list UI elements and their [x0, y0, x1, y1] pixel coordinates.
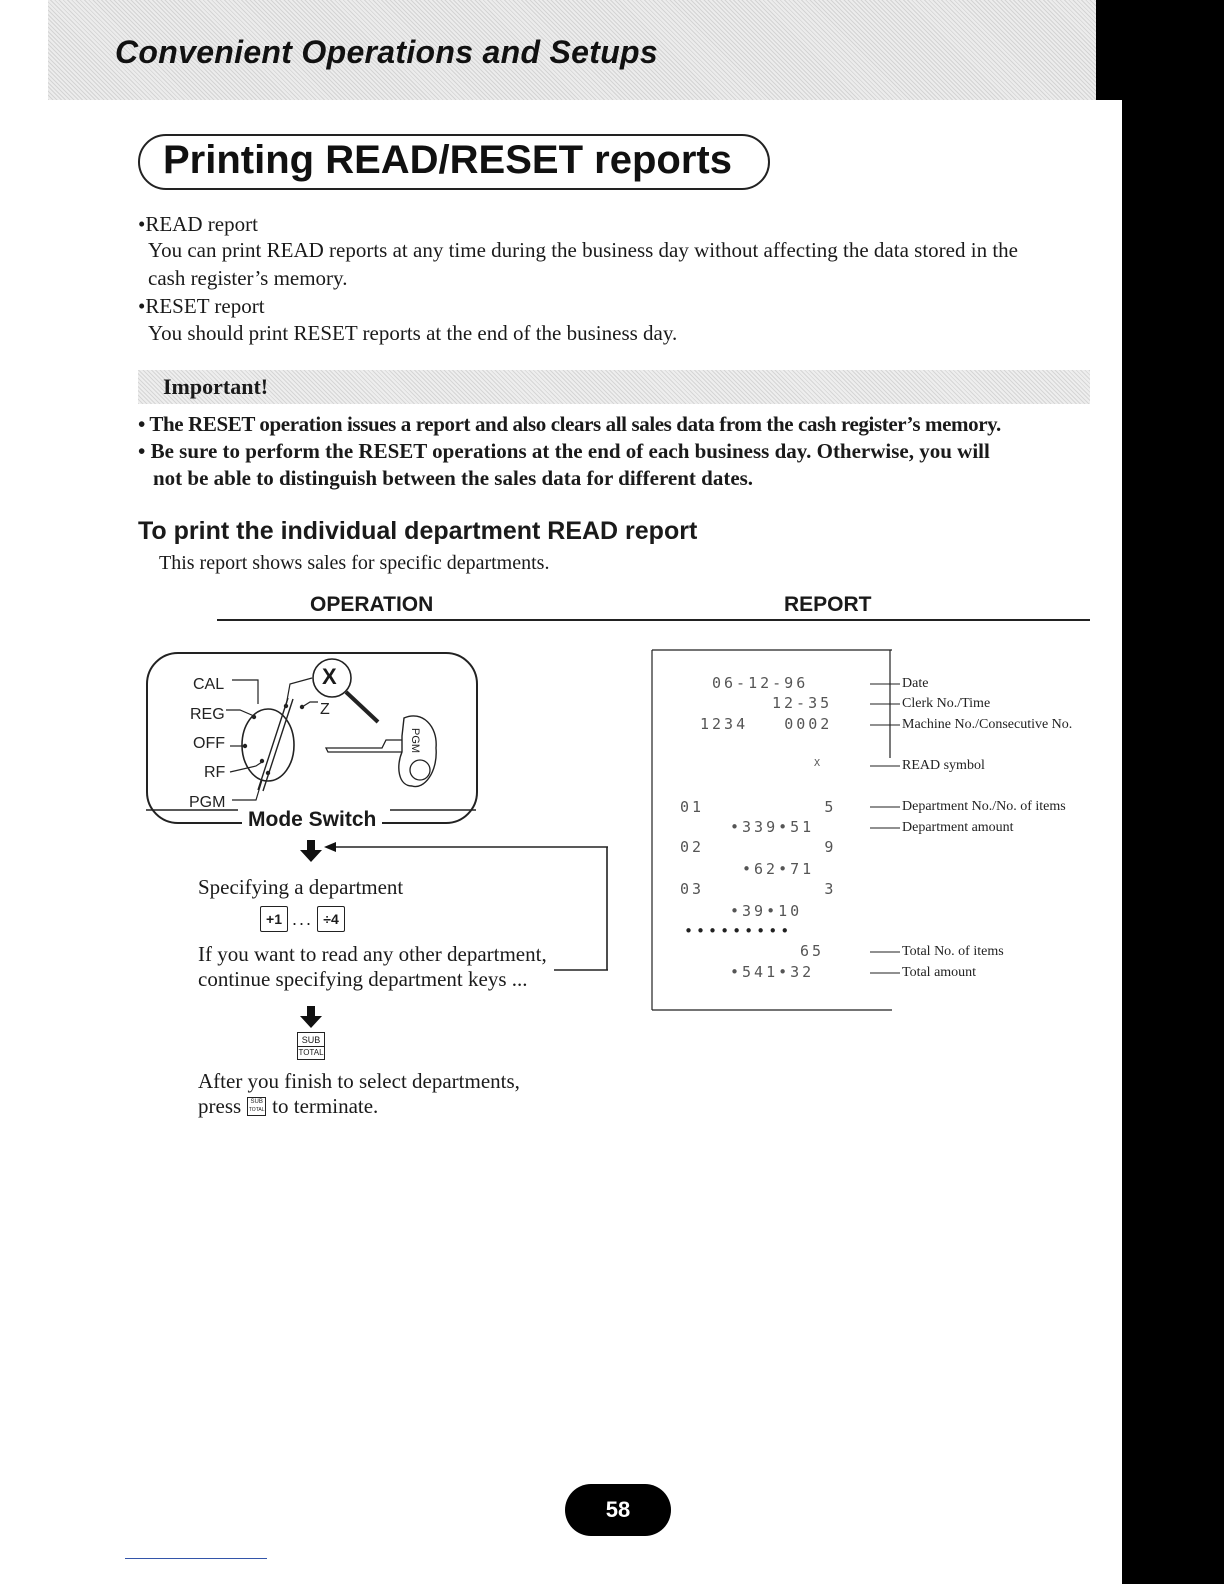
label-dept-no: Department No./No. of items — [902, 799, 1066, 814]
report-leaders — [864, 670, 904, 990]
keys-ellipsis: ... — [292, 908, 314, 929]
report-line-amt2: •62•71 — [742, 860, 815, 878]
step-finish-1: After you finish to select departments, — [198, 1069, 520, 1093]
mode-off: OFF — [193, 735, 225, 752]
flow-connector — [290, 836, 620, 1036]
important-item-2a: • Be sure to perform the RESET operations at the end of each business day. Otherwise, you will — [138, 439, 990, 463]
operation-heading: OPERATION — [310, 593, 434, 616]
report-line-clerk: 12-35 — [772, 694, 833, 712]
page-edge-bar — [1122, 0, 1224, 1584]
report-line-machine: 1234 0002 — [700, 715, 833, 733]
step-specify: Specifying a department — [198, 875, 404, 899]
subtotal-inline-top: SUB — [250, 1099, 263, 1105]
report-line-total-items: 65 — [800, 942, 825, 960]
mode-cal: CAL — [193, 676, 225, 693]
report-line-dept2: 02 9 — [680, 838, 837, 856]
report-line-total-amount: •541•32 — [730, 963, 815, 981]
mode-z-label: Z — [320, 701, 330, 718]
important-item-2b: not be able to distinguish between the sales data for different dates. — [153, 466, 754, 490]
section-heading: To print the individual department READ report — [138, 517, 698, 545]
step-finish-2 — [198, 1093, 378, 1120]
banner-title: Convenient Operations and Setups — [115, 34, 659, 70]
read-bullet: •READ report — [138, 212, 258, 236]
down-arrow-icon — [300, 840, 322, 862]
label-read-symbol: READ symbol — [902, 758, 985, 773]
column-rule — [217, 619, 1090, 621]
section-description: This report shows sales for specific departments. — [159, 552, 550, 574]
mode-x-label: X — [322, 664, 337, 689]
read-text-2: cash register’s memory. — [148, 266, 348, 290]
report-line-date: 06-12-96 — [712, 674, 809, 692]
subtotal-key[interactable] — [297, 1032, 325, 1060]
dept-key-1[interactable]: +1 — [260, 906, 288, 932]
important-label: Important! — [163, 374, 269, 399]
report-heading: REPORT — [784, 593, 872, 616]
down-arrow-icon-2 — [300, 1006, 322, 1028]
label-machine: Machine No./Consecutive No. — [902, 717, 1073, 732]
label-total-items: Total No. of items — [902, 944, 1004, 959]
label-clerk-time: Clerk No./Time — [902, 696, 991, 711]
important-bar — [138, 370, 1090, 404]
step-finish-2b: to terminate. — [272, 1094, 379, 1118]
page-title: Printing READ/RESET reports — [163, 138, 732, 182]
dept-key-4[interactable]: ÷4 — [317, 906, 345, 932]
mode-reg: REG — [190, 706, 225, 723]
label-total-amount: Total amount — [902, 965, 977, 980]
subtotal-key-top: SUB — [301, 1035, 321, 1045]
label-dept-amount: Department amount — [902, 820, 1014, 835]
report-line-amt1: •339•51 — [730, 818, 815, 836]
report-line-read: X — [814, 758, 824, 769]
key-pgm-text: PGM — [409, 728, 421, 754]
report-line-dept3: 03 3 — [680, 880, 837, 898]
read-text-1: You can print READ reports at any time during the business day without affecting the data stored in the — [148, 238, 1018, 262]
reset-bullet: •RESET report — [138, 294, 265, 318]
subtotal-inline-bottom: TOTAL — [248, 1107, 265, 1113]
reset-text: You should print RESET reports at the end of the business day. — [148, 321, 678, 345]
footer-rule — [125, 1558, 267, 1559]
page-number: 58 — [605, 1497, 631, 1522]
subtotal-key-inline — [247, 1097, 266, 1116]
report-line-amt3: •39•10 — [730, 902, 803, 920]
step-other-1: If you want to read any other department, — [198, 942, 547, 966]
left-arrow-icon — [324, 842, 336, 852]
mode-switch-title: Mode Switch — [242, 808, 382, 832]
report-line-dept1: 01 5 — [680, 798, 837, 816]
dept-keys — [260, 905, 345, 933]
mode-rf: RF — [204, 764, 226, 781]
important-item-1: • The RESET operation issues a report and also clears all sales data from the cash register’s memory. — [138, 412, 1001, 436]
report-line-dots: ••••••••• — [684, 922, 793, 940]
step-other-2: continue specifying department keys ... — [198, 967, 528, 991]
step-finish-2a: press — [198, 1094, 242, 1118]
label-date: Date — [902, 676, 929, 691]
mode-pgm: PGM — [189, 794, 226, 811]
subtotal-key-bottom: TOTAL — [298, 1048, 324, 1057]
